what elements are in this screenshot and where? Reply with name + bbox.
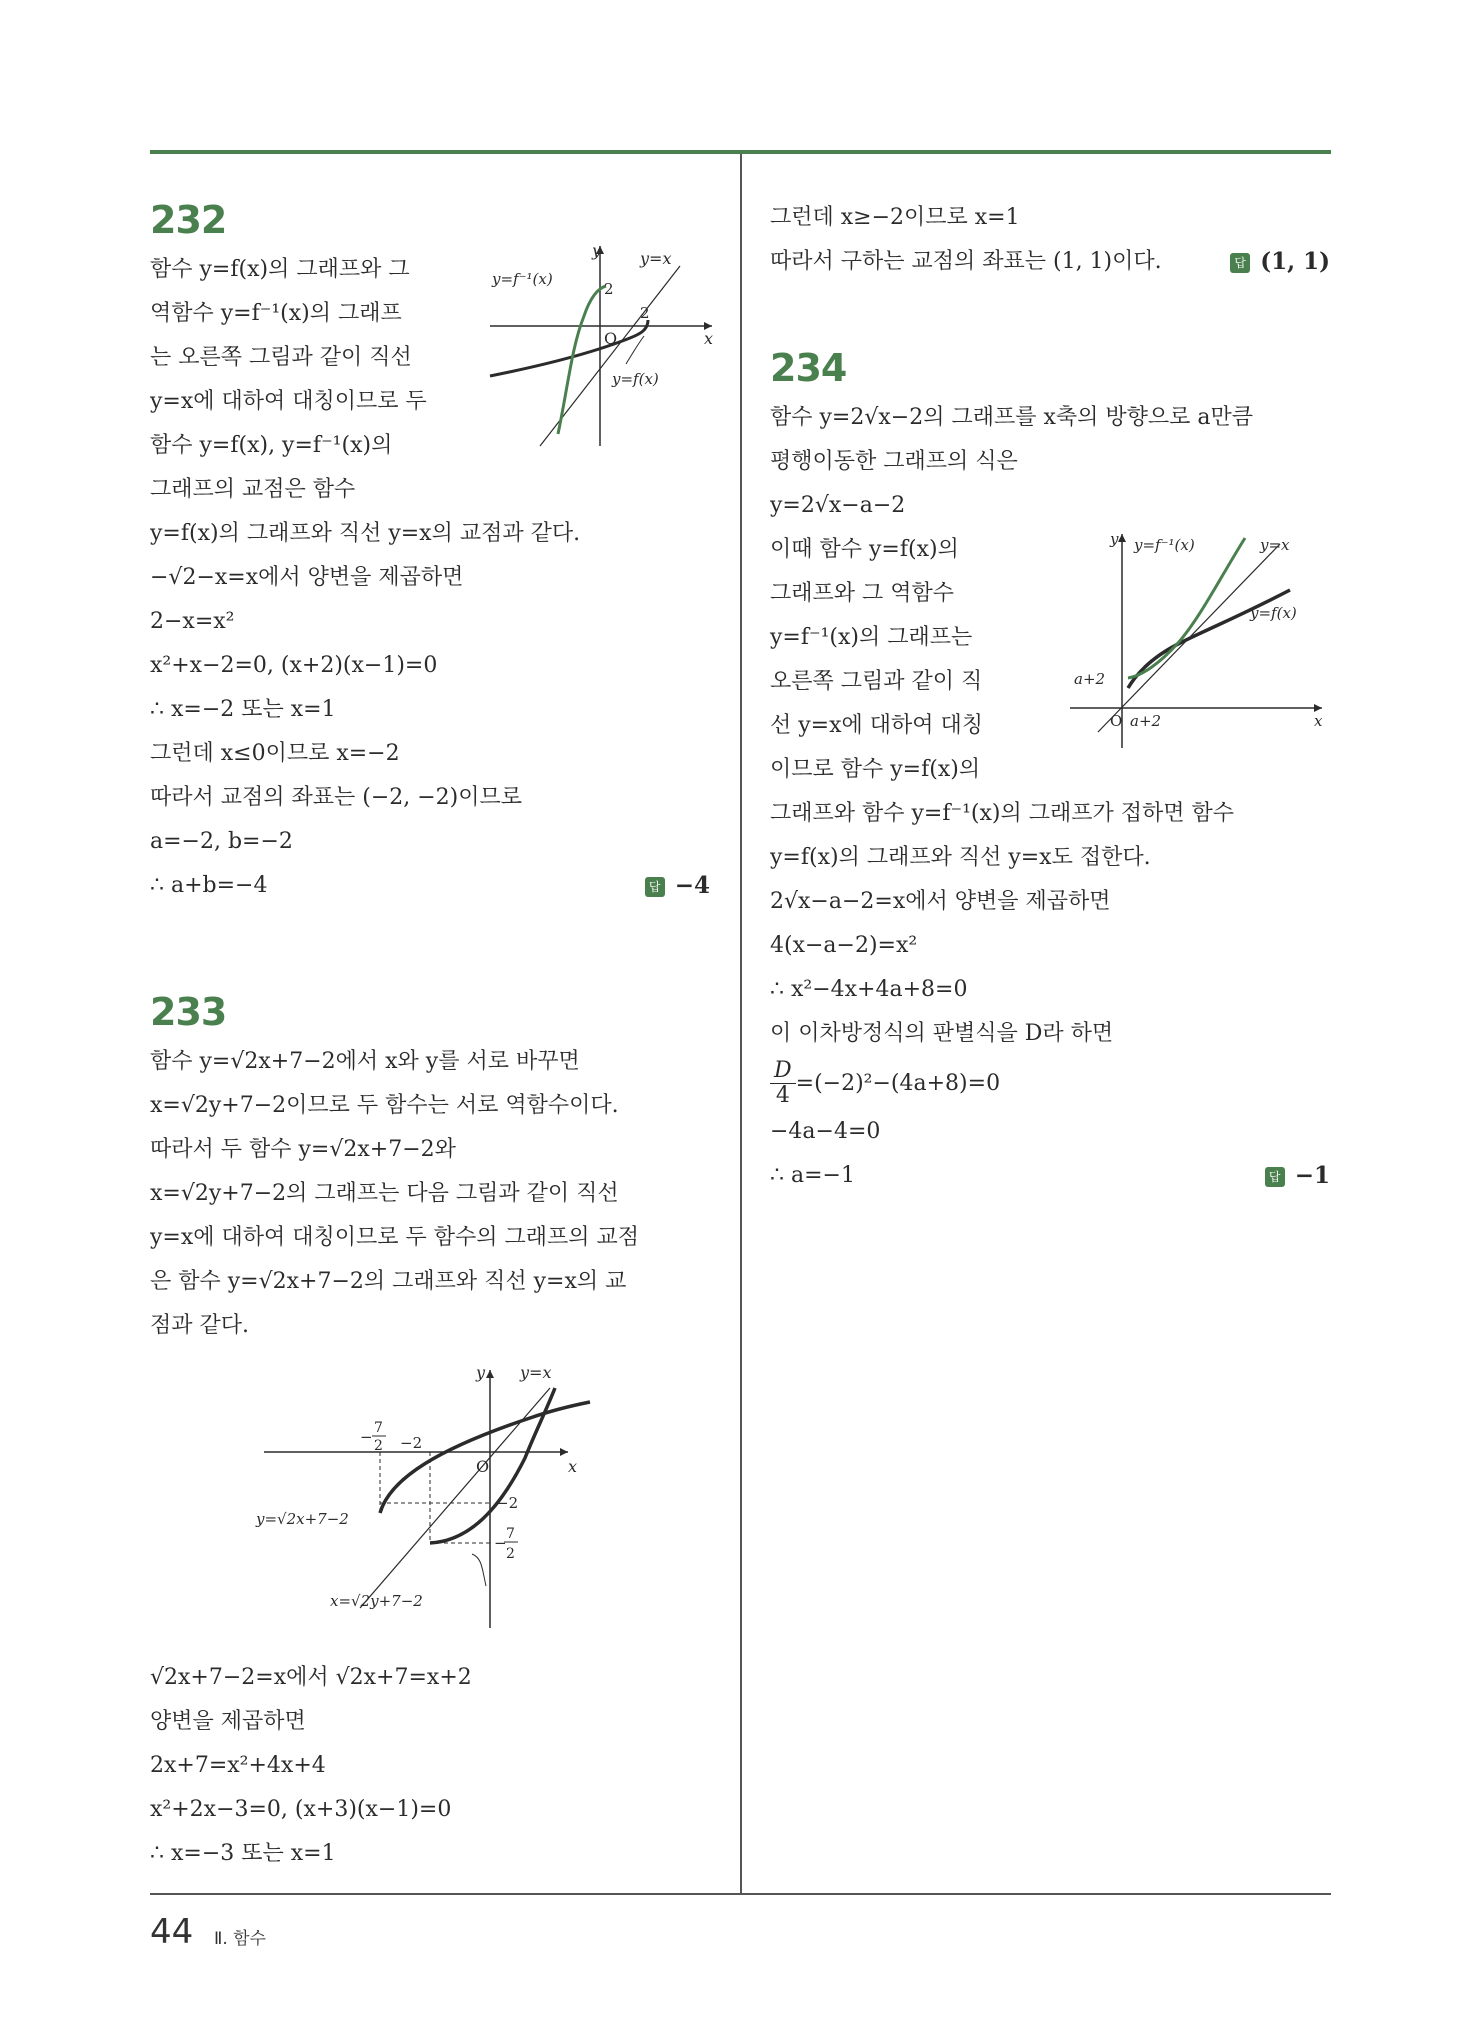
answer (1265, 1154, 1330, 1198)
section-title: Ⅱ. 함수 (214, 1929, 267, 1949)
final-equation: ∴ a=−1 (770, 1163, 855, 1188)
graph-232 (480, 236, 720, 456)
solution-line: 함수 y=2√x−2의 그래프를 x축의 방향으로 a만큼 (770, 405, 1253, 430)
answer-value: −1 (1294, 1162, 1330, 1189)
axis-y-label: y (476, 1363, 486, 1382)
solution-line: 2√x−a−2=x에서 양변을 제곱하면 (770, 889, 1111, 914)
solution-line: ∴ x=−2 또는 x=1 (150, 697, 336, 722)
axis-x-label: x (704, 329, 714, 348)
solution-line: 이때 함수 y=f(x)의 (770, 537, 959, 562)
label-y-equals-x: y=x (1260, 536, 1290, 554)
axis-y-label: y (592, 241, 602, 260)
solution-line: −4a−4=0 (770, 1119, 881, 1144)
solution-line: 그런데 x≤0이므로 x=−2 (150, 741, 400, 766)
problem-234 (770, 344, 1330, 1198)
solution-line: y=x에 대하여 대칭이므로 두 함수의 그래프의 교점 (150, 1225, 640, 1250)
solution-line: 함수 y=√2x+7−2에서 x와 y를 서로 바꾸면 (150, 1049, 580, 1074)
page-number: 44 (150, 1912, 194, 1952)
solution-line: 평행이동한 그래프의 식은 (770, 449, 1018, 474)
solution-line: y=2√x−a−2 (770, 493, 906, 518)
frac-num-7-y: 7 (506, 1526, 515, 1542)
final-line (150, 864, 710, 908)
solution-line: ∴ x²−4x+4a+8=0 (770, 977, 968, 1002)
label-y-equals-x: y=x (520, 1363, 552, 1382)
answer-icon: 답 (1265, 1167, 1285, 1187)
frac-den-2: 2 (374, 1438, 383, 1454)
label-a-plus-2-x: a+2 (1130, 712, 1162, 730)
solution-line: 오른쪽 그림과 같이 직 (770, 669, 983, 694)
tick-x-2: 2 (640, 304, 650, 322)
origin-label: O (476, 1457, 490, 1476)
final-equation: ∴ a+b=−4 (150, 873, 268, 898)
left-column (150, 196, 714, 1876)
bottom-rule (150, 1893, 1331, 1895)
column-divider (740, 154, 742, 1893)
solution-line: y=x에 대하여 대칭이므로 두 (150, 389, 427, 414)
minus-sign: − (360, 1428, 373, 1446)
solution-line: y=f⁻¹(x)의 그래프는 (770, 625, 973, 650)
label-f: y=√2x+7−2 (256, 1510, 349, 1528)
solution-line: 는 오른쪽 그림과 같이 직선 (150, 345, 412, 370)
solution-text-top (150, 241, 714, 512)
answer (1230, 240, 1330, 284)
solution-line: y=f(x)의 그래프와 직선 y=x의 교점과 같다. (150, 521, 581, 546)
solution-line: 따라서 교점의 좌표는 (−2, −2)이므로 (150, 785, 523, 810)
solution-line: 점과 같다. (150, 1313, 249, 1338)
axis-x-label: x (568, 1457, 578, 1476)
tick-y-2: 2 (604, 280, 614, 298)
tick-y-neg2: −2 (496, 1494, 519, 1512)
origin-label: O (604, 329, 618, 348)
label-a-plus-2-y: a+2 (1074, 670, 1106, 688)
solution-line: 그래프의 교점은 함수 (150, 477, 356, 502)
origin-label: O (1110, 712, 1123, 730)
solution-line: 역함수 y=f⁻¹(x)의 그래프 (150, 301, 402, 326)
problem-233 (150, 988, 710, 1876)
solution-line: −√2−x=x에서 양변을 제곱하면 (150, 565, 464, 590)
solution-line: 이므로 함수 y=f(x)의 (770, 757, 981, 782)
solution-line: 은 함수 y=√2x+7−2의 그래프와 직선 y=x의 교 (150, 1269, 627, 1294)
solution-line: 그래프와 함수 y=f⁻¹(x)의 그래프가 접하면 함수 (770, 801, 1235, 826)
label-inverse: y=f⁻¹(x) (492, 270, 553, 288)
label-g: x=√2y+7−2 (330, 1592, 423, 1610)
problem-number: 233 (150, 990, 227, 1034)
solution-line: √2x+7−2=x에서 √2x+7=x+2 (150, 1665, 472, 1690)
answer-icon: 답 (1230, 253, 1250, 273)
label-inverse: y=f⁻¹(x) (1134, 536, 1195, 554)
solution-line: x²+x−2=0, (x+2)(x−1)=0 (150, 653, 438, 678)
solution-line: 따라서 두 함수 y=√2x+7−2와 (150, 1137, 456, 1162)
solution-line: 2−x=x² (150, 609, 235, 634)
label-f: y=f(x) (1250, 604, 1297, 622)
solution-line: 함수 y=f(x)의 그래프와 그 (150, 257, 410, 282)
solution-line: 그런데 x≥−2이므로 x=1 (770, 205, 1020, 230)
solution-line: x=√2y+7−2의 그래프는 다음 그림과 같이 직선 (150, 1181, 619, 1206)
problem-233-continued (770, 196, 1330, 284)
label-f: y=f(x) (612, 370, 659, 388)
solution-line: 함수 y=f(x), y=f⁻¹(x)의 (150, 433, 393, 458)
final-statement: 따라서 구하는 교점의 좌표는 (1, 1)이다. (770, 249, 1162, 274)
fraction-d-over-4 (770, 1059, 796, 1108)
frac-den-2-y: 2 (506, 1546, 515, 1562)
fraction-numerator: D (770, 1059, 796, 1084)
answer-value: −4 (674, 872, 710, 899)
solution-line: x²+2x−3=0, (x+3)(x−1)=0 (150, 1797, 452, 1822)
fraction-equation: =(−2)²−(4a+8)=0 (795, 1070, 1001, 1096)
problem-number: 234 (770, 346, 847, 390)
solution-line: 선 y=x에 대하여 대칭 (770, 713, 984, 738)
solution-line: x=√2y+7−2이므로 두 함수는 서로 역함수이다. (150, 1093, 619, 1118)
answer (645, 864, 710, 908)
final-line (770, 1154, 1330, 1198)
final-line (770, 240, 1330, 284)
answer-value: (1, 1) (1260, 248, 1330, 275)
answer-icon: 답 (645, 877, 665, 897)
graph-233 (250, 1358, 690, 1648)
graph-234 (1060, 528, 1330, 758)
problem-number: 232 (150, 198, 227, 242)
tick-x-neg2: −2 (400, 1434, 423, 1452)
frac-num-7: 7 (374, 1420, 383, 1436)
solution-line: 그래프와 그 역함수 (770, 581, 955, 606)
solution-line: 4(x−a−2)=x² (770, 933, 918, 958)
solution-line: 2x+7=x²+4x+4 (150, 1753, 326, 1778)
label-y-equals-x: y=x (640, 249, 672, 268)
problem-232 (150, 196, 714, 908)
fraction-line (770, 1056, 1330, 1110)
fraction-denominator: 4 (775, 1082, 790, 1108)
solution-line: 양변을 제곱하면 (150, 1709, 306, 1734)
solution-line: ∴ x=−3 또는 x=1 (150, 1841, 336, 1866)
solution-line: a=−2, b=−2 (150, 829, 293, 854)
axis-y-label: y (1110, 530, 1119, 548)
solution-line: 이 이차방정식의 판별식을 D라 하면 (770, 1021, 1114, 1046)
solution-line: y=f(x)의 그래프와 직선 y=x도 접한다. (770, 845, 1151, 870)
right-column (770, 196, 1330, 1198)
solution-text-mid (770, 528, 1330, 792)
minus-sign: − (494, 1534, 507, 1552)
axis-x-label: x (1314, 712, 1323, 730)
